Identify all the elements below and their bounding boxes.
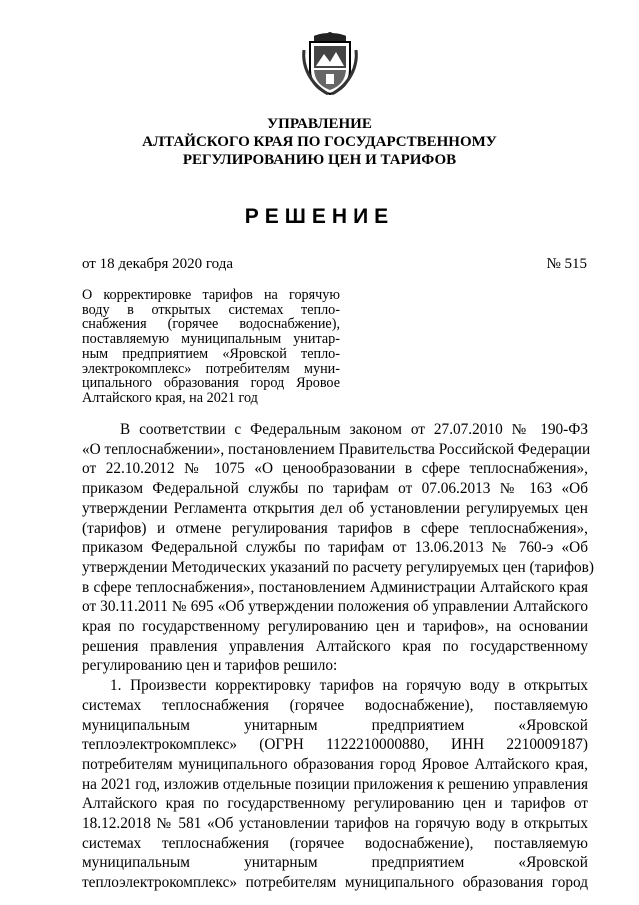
item1-line: системах теплоснабжения (горячее водоснабжение), поставляемую: [82, 696, 588, 714]
item1-line: 1. Произвести корректировку тарифов на горячую воду в открытых: [110, 677, 588, 695]
item1-line: теплоэлектрокомплекс» потребителям муниципального образования город: [82, 874, 588, 892]
document-type-title: РЕШЕНИЕ: [244, 205, 395, 228]
subject-line: воду в открытых системах тепло-: [82, 301, 340, 318]
item1-line: потребителям муниципального образования город Яровое Алтайского края,: [82, 755, 588, 773]
header-line-3: РЕГУЛИРОВАНИЮ ЦЕН И ТАРИФОВ: [182, 152, 457, 168]
document-date: от 18 декабря 2020 года: [82, 256, 234, 272]
item1-line: муниципальным унитарным предприятием «Яровской: [82, 854, 588, 872]
item1-line: Алтайского края по государственному регулированию цен и тарифов от: [82, 795, 588, 813]
item1-line: муниципальным унитарным предприятием «Яровской: [82, 716, 588, 734]
preamble-line: от 30.11.2011 № 695 «Об утверждении положения об управлении Алтайского: [82, 598, 588, 616]
subject-line: электрокомплекс» потребителям муни-: [82, 360, 340, 377]
preamble-line: регулированию цен и тарифов решило:: [82, 657, 338, 675]
preamble-line: приказом Федеральной службы по тарифам от 13.06.2013 № 760-э «Об: [82, 539, 588, 557]
subject-line: ципального образования город Яровое: [82, 375, 340, 392]
item1-line: теплоэлектрокомплекс» (ОГРН 1122210000880, ИНН 2210009187): [82, 736, 588, 754]
subject-line: О корректировке тарифов на горячую: [82, 287, 340, 303]
preamble-line: приказом Федеральной службы по тарифам от 07.06.2013 № 163 «Об: [82, 480, 588, 498]
subject-line: поставляемую муниципальным унитар-: [82, 331, 340, 348]
preamble-line: В соответствии с Федеральным законом от 27.07.2010 № 190-ФЗ: [120, 421, 588, 438]
preamble-line: края по государственному регулированию цен и тарифов», на основании: [82, 618, 588, 636]
document-body: [82, 420, 594, 893]
item1-line: системах теплоснабжения (горячее водоснабжение), поставляемую: [82, 834, 588, 852]
item1-line: на 2021 год, изложив отдельные позиции приложения к решению управления: [82, 775, 588, 793]
subject-line: снабжения (горячее водоснабжение),: [82, 316, 340, 333]
preamble-line: утверждении Регламента открытия дел об установлении регулируемых цен: [82, 499, 588, 517]
authority-header: [60, 115, 579, 169]
item1-line: 18.12.2018 № 581 «Об установлении тарифов на горячую воду в открытых: [82, 815, 588, 833]
preamble-line: утверждении Методических указаний по расчету регулируемых цен (тарифов): [82, 558, 594, 576]
preamble-line: от 22.10.2012 № 1075 «О ценообразовании в сфере теплоснабжения»,: [82, 460, 588, 478]
preamble-line: «О теплоснабжении», постановлением Правительства Российской Федерации: [82, 440, 591, 458]
subject-line: Алтайского края, на 2021 год: [82, 389, 258, 406]
preamble-line: решения правления управления Алтайского края по государственному: [82, 637, 588, 655]
coat-of-arms-emblem: [300, 30, 360, 96]
header-line-1: УПРАВЛЕНИЕ: [267, 116, 372, 132]
header-line-2: АЛТАЙСКОГО КРАЯ ПО ГОСУДАРСТВЕННОМУ: [142, 134, 497, 150]
preamble-line: в сфере теплоснабжения», постановлением Администрации Алтайского края: [82, 578, 588, 596]
subject-line: ным предприятием «Яровской тепло-: [82, 345, 340, 362]
preamble-line: (тарифов) и отмене регулирования тарифов в сфере теплоснабжения»,: [82, 519, 588, 537]
document-subject: [82, 288, 340, 406]
document-number: № 515: [546, 256, 587, 272]
